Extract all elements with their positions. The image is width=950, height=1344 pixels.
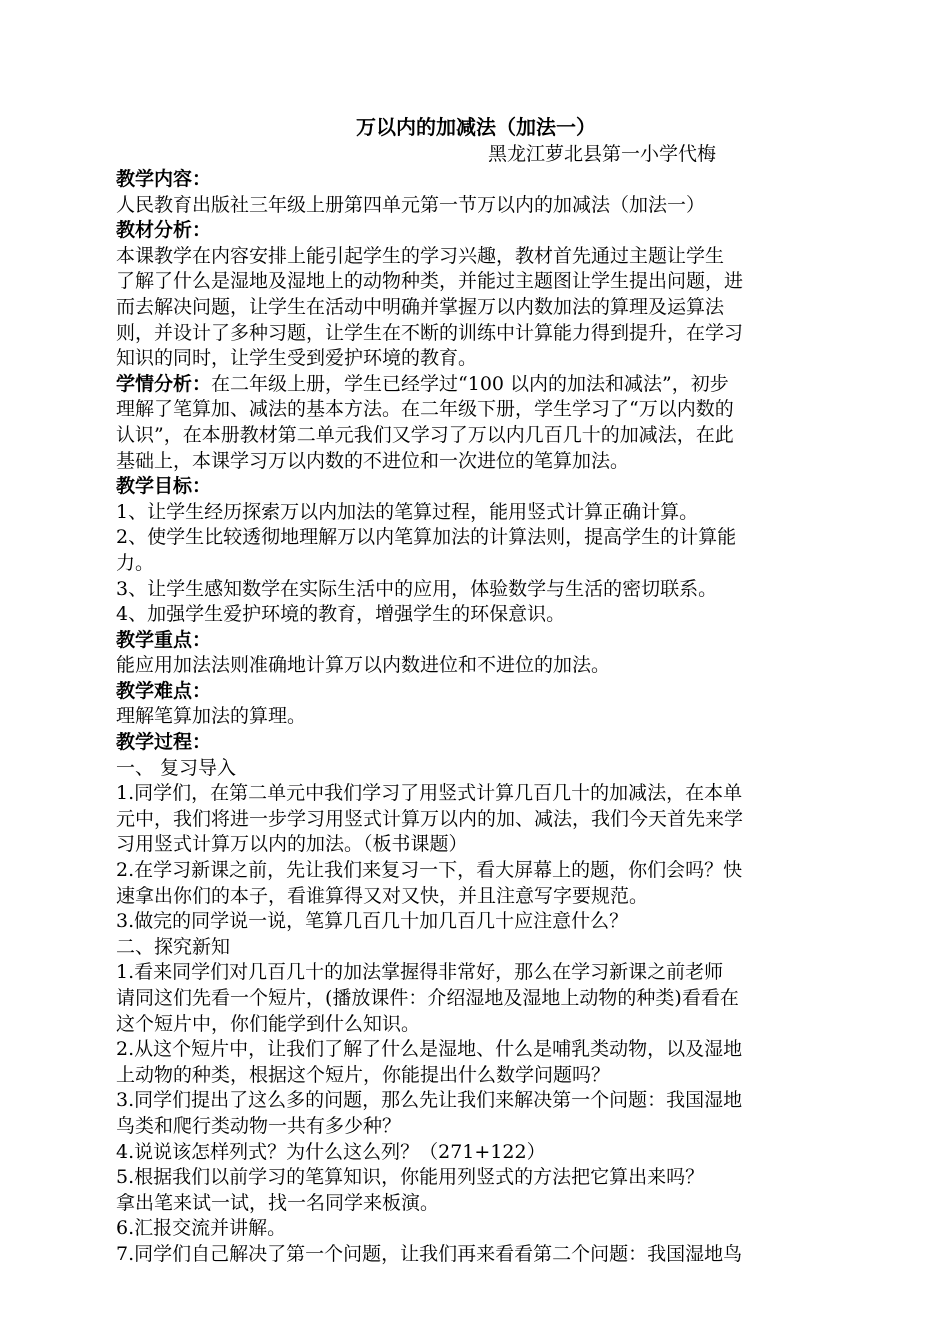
content-heading: 教学内容： — [116, 168, 212, 190]
process-line: 二、探究新知 — [116, 935, 231, 958]
process-line: 2.从这个短片中，让我们了解了什么是湿地、什么是哺乳类动物，以及湿地 — [116, 1038, 743, 1061]
process-line: 元中，我们将进一步学习用竖式计算万以内的加、减法，我们今天首先来学 — [116, 807, 744, 830]
material-line: 而去解决问题，让学生在活动中明确并掌握万以内数加法的算理及运算法 — [116, 295, 725, 318]
process-line: 7.同学们自己解决了第一个问题，让我们再来看看第二个问题：我国湿地鸟 — [116, 1242, 743, 1265]
page-title: 万以内的加减法（加法一） — [356, 115, 596, 139]
process-line: 请同这们先看一个短片，(播放课件：介绍湿地及湿地上动物的种类)看看在 — [116, 987, 739, 1009]
students-line: 基础上，本课学习万以内数的不进位和一次进位的笔算加法。 — [116, 449, 630, 472]
process-line: 5.根据我们以前学习的笔算知识，你能用列竖式的方法把它算出来吗？ — [116, 1166, 705, 1189]
material-heading: 教材分析： — [116, 219, 212, 242]
students-line: 认识”，在本册教材第二单元我们又学习了万以内几百几十的加减法，在此 — [116, 423, 734, 446]
difficulty-text: 理解笔算加法的算理。 — [116, 705, 307, 728]
process-line: 3.做完的同学说一说，笔算几百几十加几百几十应注意什么？ — [116, 910, 629, 933]
process-line: 2.在学习新课之前，先让我们来复习一下，看大屏幕上的题，你们会吗？快 — [116, 859, 743, 882]
process-line: 这个短片中，你们能学到什么知识。 — [116, 1012, 421, 1035]
material-line: 了解了什么是湿地及湿地上的动物种类，并能过主题图让学生提出问题，进 — [116, 270, 744, 293]
students-first-text: 在二年级上册，学生已经学过“100 以内的加法和减法”，初步 — [211, 372, 729, 395]
process-line: 3.同学们提出了这么多的问题，那么先让我们来解决第一个问题：我国湿地 — [116, 1089, 743, 1112]
process-line: 6.汇报交流并讲解。 — [116, 1217, 287, 1240]
students-line: 理解了笔算加、减法的基本方法。在二年级下册，学生学习了“万以内数的 — [116, 398, 734, 421]
material-line: 知识的同时，让学生受到爱护环境的教育。 — [116, 347, 478, 370]
process-heading: 教学过程： — [116, 731, 212, 754]
process-line: 速拿出你们的本子，看谁算得又对又快，并且注意写字要规范。 — [116, 884, 649, 907]
author-line: 黑龙江萝北县第一小学代梅 — [487, 143, 716, 165]
process-line: 鸟类和爬行类动物一共有多少种？ — [116, 1114, 402, 1137]
process-line: 上动物的种类，根据这个短片，你能提出什么数学问题吗？ — [116, 1063, 611, 1086]
students-first-line — [116, 372, 836, 398]
process-line: 1.看来同学们对几百几十的加法掌握得非常好，那么在学习新课之前老师 — [116, 961, 724, 984]
content-text: 人民教育出版社三年级上册第四单元第一节万以内的加减法（加法一） — [116, 193, 706, 216]
goal-line: 4、加强学生爱护环境的教育，增强学生的环保意识。 — [116, 603, 566, 626]
goals-heading: 教学目标： — [116, 475, 212, 498]
process-line: 拿出笔来试一试，找一名同学来板演。 — [116, 1191, 440, 1214]
goal-line: 3、让学生感知数学在实际生活中的应用，体验数学与生活的密切联系。 — [116, 577, 718, 600]
process-line: 4.说说该怎样列式？为什么这么列？（271+122） — [116, 1140, 546, 1163]
goal-line: 2、使学生比较透彻地理解万以内笔算加法的计算法则，提高学生的计算能 — [116, 526, 737, 549]
document-page — [116, 113, 836, 1268]
goal-line: 1、让学生经历探索万以内加法的笔算过程，能用竖式计算正确计算。 — [116, 500, 699, 523]
goal-line: 力。 — [116, 551, 155, 574]
material-line: 则，并设计了多种习题，让学生在不断的训练中计算能力得到提升，在学习 — [116, 321, 744, 344]
students-heading: 学情分析： — [116, 372, 212, 395]
difficulty-heading: 教学难点： — [116, 679, 212, 702]
process-line: 1.同学们，在第二单元中我们学习了用竖式计算几百几十的加减法，在本单 — [116, 782, 743, 805]
key-text: 能应用加法法则准确地计算万以内数进位和不进位的加法。 — [116, 654, 611, 677]
key-heading: 教学重点： — [116, 628, 212, 651]
process-line: 一、 复习导入 — [116, 756, 237, 779]
material-line: 本课教学在内容安排上能引起学生的学习兴趣，教材首先通过主题让学生 — [116, 244, 725, 267]
process-line: 习用竖式计算万以内的加法。（板书课题） — [116, 833, 468, 856]
